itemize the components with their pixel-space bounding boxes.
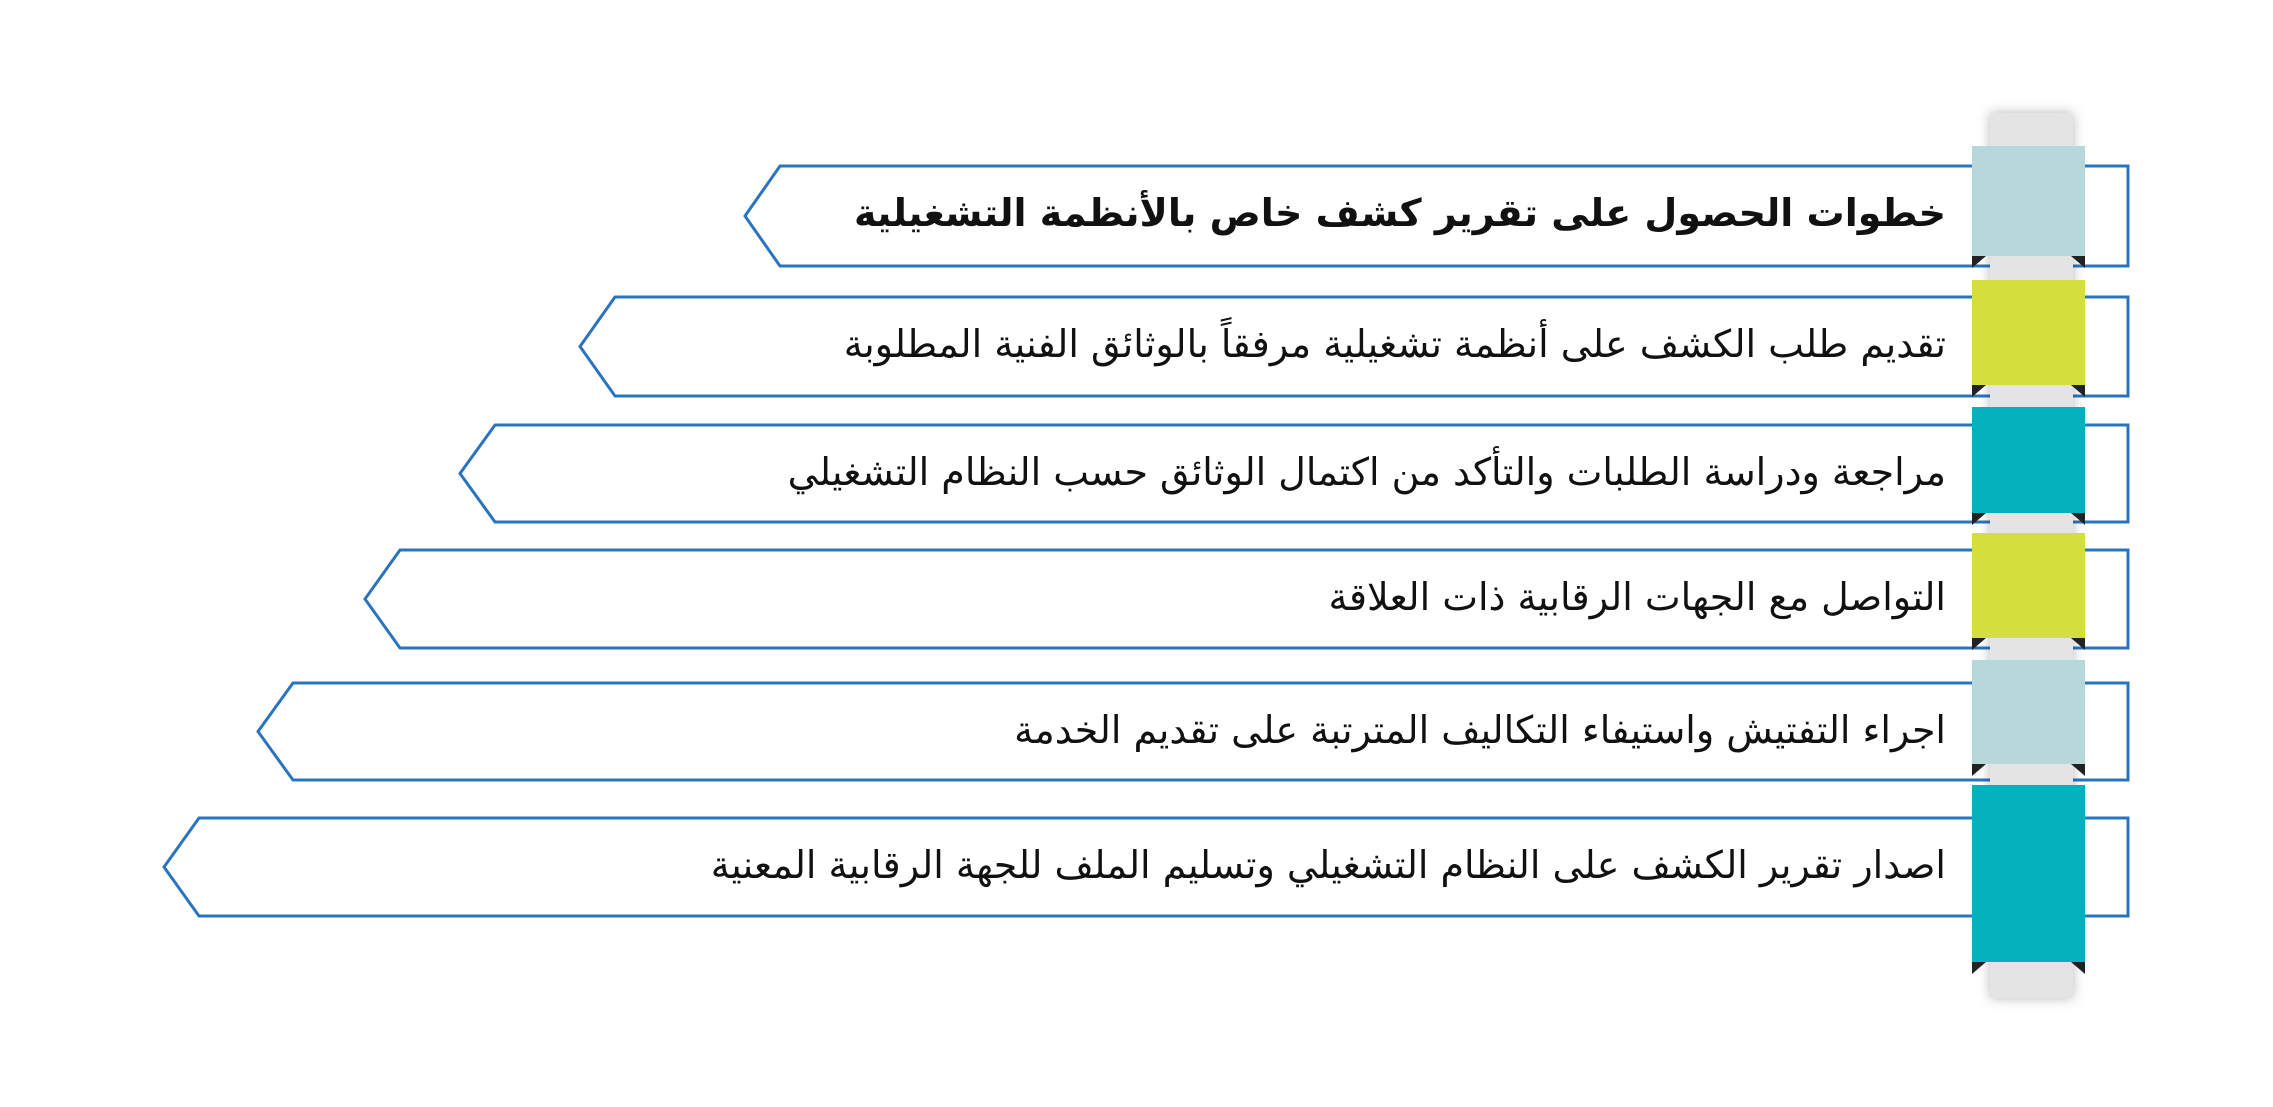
step-4-text: اجراء التفتيش واستيفاء التكاليف المترتبة على تقديم الخدمة xyxy=(1014,708,1946,752)
step-1-color-tab xyxy=(1972,280,2085,385)
step-1-text: تقديم طلب الكشف على أنظمة تشغيلية مرفقاً بالوثائق الفنية المطلوبة xyxy=(843,322,1946,366)
step-title: خطوات الحصول على تقرير كشف خاص بالأنظمة التشغيلية xyxy=(854,191,1946,235)
step-5-notch-left xyxy=(1972,962,1986,974)
step-4-color-tab xyxy=(1972,660,2085,764)
step-5-color-tab xyxy=(1972,785,2085,962)
step-3-color-tab xyxy=(1972,533,2085,638)
step-2-color-tab xyxy=(1972,407,2085,513)
step-5-text: اصدار تقرير الكشف على النظام التشغيلي وتسليم الملف للجهة الرقابية المعنية xyxy=(710,843,1946,887)
step-2-text: مراجعة ودراسة الطلبات والتأكد من اكتمال الوثائق حسب النظام التشغيلي xyxy=(787,450,1946,494)
step-5-notch-right xyxy=(2071,962,2085,974)
step-3-text: التواصل مع الجهات الرقابية ذات العلاقة xyxy=(1328,575,1946,619)
step-0-color-tab xyxy=(1972,146,2085,256)
